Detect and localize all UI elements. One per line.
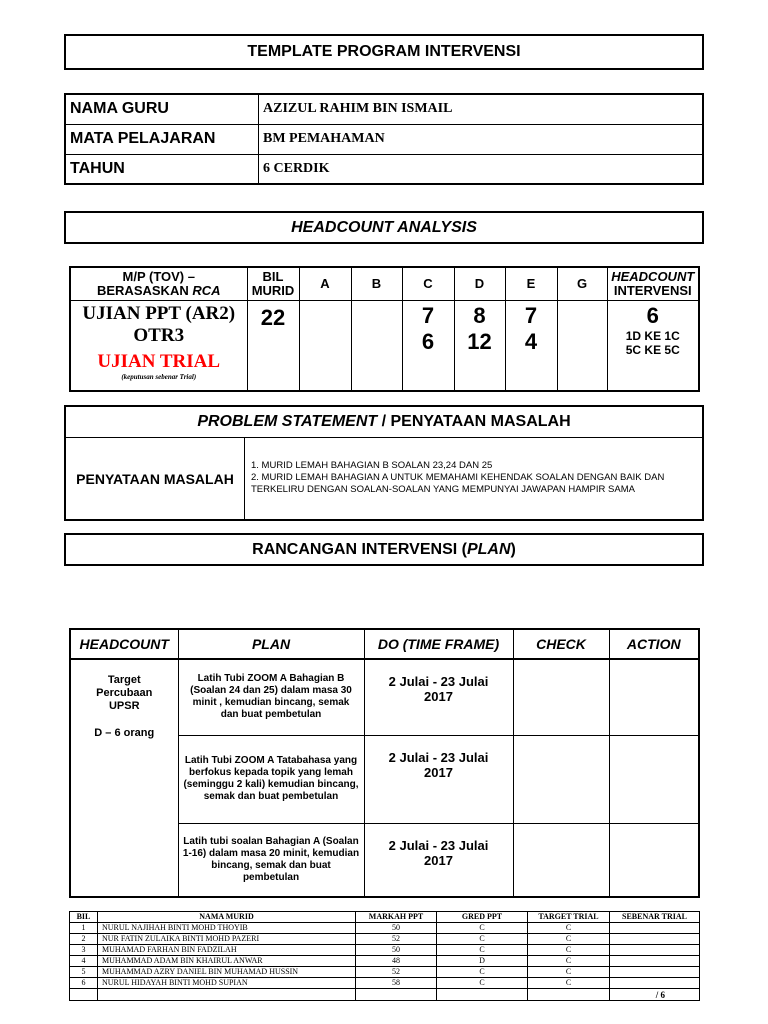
student-header-markah: MARKAH PPT [356,912,437,923]
student-target: C [528,945,610,956]
info-label-mapel: MATA PELAJARAN [65,124,259,154]
bil-murid-cell: 22 [247,300,299,391]
plan-header-action: ACTION [609,629,699,659]
trial-note: (keputusan sebenar Trial) [121,372,197,381]
student-markah: 50 [356,945,437,956]
student-row [70,978,700,989]
student-bil: 1 [70,923,98,934]
student-gred: C [437,923,528,934]
target-cell: Target Percubaan UPSR D – 6 orang [70,659,178,897]
headcount-analysis-heading: HEADCOUNT ANALYSIS [64,211,704,244]
plan-header-plan: PLAN [178,629,364,659]
grade-e-cell: 7 4 [505,300,557,391]
student-target: C [528,934,610,945]
student-sebenar [610,956,700,967]
plan-row-1-action [609,659,699,735]
student-name: NURUL HIDAYAH BINTI MOHD SUPIAN [98,978,356,989]
student-gred: C [437,967,528,978]
grade-b-cell [351,300,402,391]
page-title: TEMPLATE PROGRAM INTERVENSI [247,43,521,60]
grade-c-header: C [402,267,454,300]
plan-row-2-plan: Latih Tubi ZOOM A Tatabahasa yang berfokus kepada topik yang lemah (seminggu 2 kali) kemudian bincang, semak dan buat pembetulan [178,735,364,823]
student-name: MUHAMAD FARHAN BIN FADZILAH [98,945,356,956]
student-row [70,956,700,967]
student-name: MUHAMMAD AZRY DANIEL BIN MUHAMAD HUSSIN [98,967,356,978]
headcount-cell: 6 1D KE 1C 5C KE 5C [607,300,699,391]
student-sebenar [610,967,700,978]
student-markah: 48 [356,956,437,967]
student-sebenar [610,934,700,945]
student-target: C [528,956,610,967]
student-gred: C [437,934,528,945]
info-label-tahun: TAHUN [65,154,259,184]
student-total-blank-1 [70,989,98,1001]
info-value-tahun: 6 CERDIK [259,154,704,184]
exam-cell [70,300,247,391]
problem-label: PENYATAAN MASALAH [66,438,245,520]
plan-row-2-check [513,735,609,823]
student-total-blank-4 [437,989,528,1001]
student-header-target: TARGET TRIAL [528,912,610,923]
student-total-blank-2 [98,989,356,1001]
student-markah: 58 [356,978,437,989]
info-label-guru: NAMA GURU [65,94,259,124]
grade-c-cell: 7 6 [402,300,454,391]
plan-row-3-action [609,823,699,897]
plan-header-do: DO (TIME FRAME) [364,629,513,659]
student-markah: 50 [356,923,437,934]
col-headcount-header: HEADCOUNT INTERVENSI [607,267,699,300]
student-row [70,934,700,945]
title-box [64,34,704,70]
student-header-gred: GRED PPT [437,912,528,923]
student-gred: C [437,978,528,989]
student-gred: D [437,956,528,967]
problem-statement-box [64,405,704,521]
headcount-analysis-table [69,266,700,392]
student-bil: 3 [70,945,98,956]
col-mp-header: M/P (TOV) – BERASASKAN RCA [70,267,247,300]
info-value-guru: AZIZUL RAHIM BIN ISMAIL [259,94,704,124]
plan-table [69,628,700,898]
student-header-bil: BIL [70,912,98,923]
problem-text: 1. MURID LEMAH BAHAGIAN B SOALAN 23,24 DAN 25 2. MURID LEMAH BAHAGIAN A UNTUK MEMAHAMI KEHENDAK SOALAN DENGAN BAIK DAN TERKELIRU DENGAN SOALAN-SOALAN YANG MEMPUNYAI JAWAPAN HAMPIR SAMA [251,460,665,495]
plan-row-1-plan: Latih Tubi ZOOM A Bahagian B (Soalan 24 dan 25) dalam masa 30 minit , kemudian bincang, semak dan buat pembetulan [178,659,364,735]
student-row [70,923,700,934]
teacher-info-table [64,93,704,185]
student-table [69,911,700,1001]
plan-header-headcount: HEADCOUNT [70,629,178,659]
grade-a-cell [299,300,351,391]
student-sebenar [610,945,700,956]
grade-d-header: D [454,267,505,300]
plan-row-3-plan: Latih tubi soalan Bahagian A (Soalan 1-16) dalam masa 20 minit, kemudian bincang, semak dan buat pembetulan [178,823,364,897]
student-header-sebenar: SEBENAR TRIAL [610,912,700,923]
student-name: NURUL NAJIHAH BINTI MOHD THOYIB [98,923,356,934]
student-bil: 2 [70,934,98,945]
student-total-blank-5 [528,989,610,1001]
plan-row-1-check [513,659,609,735]
student-total-blank-3 [356,989,437,1001]
student-gred: C [437,945,528,956]
grade-b-header: B [351,267,402,300]
plan-heading: RANCANGAN INTERVENSI ( PLAN ) [64,533,704,566]
student-bil: 5 [70,967,98,978]
exam-sub-label: OTR3 [133,324,185,346]
student-markah: 52 [356,934,437,945]
student-row [70,967,700,978]
student-markah: 52 [356,967,437,978]
student-target: C [528,923,610,934]
student-row [70,945,700,956]
student-name: NUR FATIN ZULAIKA BINTI MOHD PAZERI [98,934,356,945]
trial-label: UJIAN TRIAL [97,350,221,372]
student-sebenar [610,978,700,989]
grade-g-cell [557,300,607,391]
plan-row-2-do: 2 Julai - 23 Julai 2017 [364,735,513,823]
student-total: / 6 [610,989,700,1001]
student-name: MUHAMMAD ADAM BIN KHAIRUL ANWAR [98,956,356,967]
student-bil: 4 [70,956,98,967]
plan-row-3-check [513,823,609,897]
plan-header-check: CHECK [513,629,609,659]
info-value-mapel: BM PEMAHAMAN [259,124,704,154]
student-bil: 6 [70,978,98,989]
grade-e-header: E [505,267,557,300]
plan-row-2-action [609,735,699,823]
student-sebenar [610,923,700,934]
plan-row-3-do: 2 Julai - 23 Julai 2017 [364,823,513,897]
plan-row-1-do: 2 Julai - 23 Julai 2017 [364,659,513,735]
student-header-nama: NAMA MURID [98,912,356,923]
student-target: C [528,967,610,978]
grade-g-header: G [557,267,607,300]
grade-a-header: A [299,267,351,300]
exam-label: UJIAN PPT (AR2) [82,302,236,324]
grade-d-cell: 8 12 [454,300,505,391]
col-bil-header: BIL MURID [247,267,299,300]
problem-heading: PROBLEM STATEMENT / PENYATAAN MASALAH [66,407,702,438]
student-target: C [528,978,610,989]
